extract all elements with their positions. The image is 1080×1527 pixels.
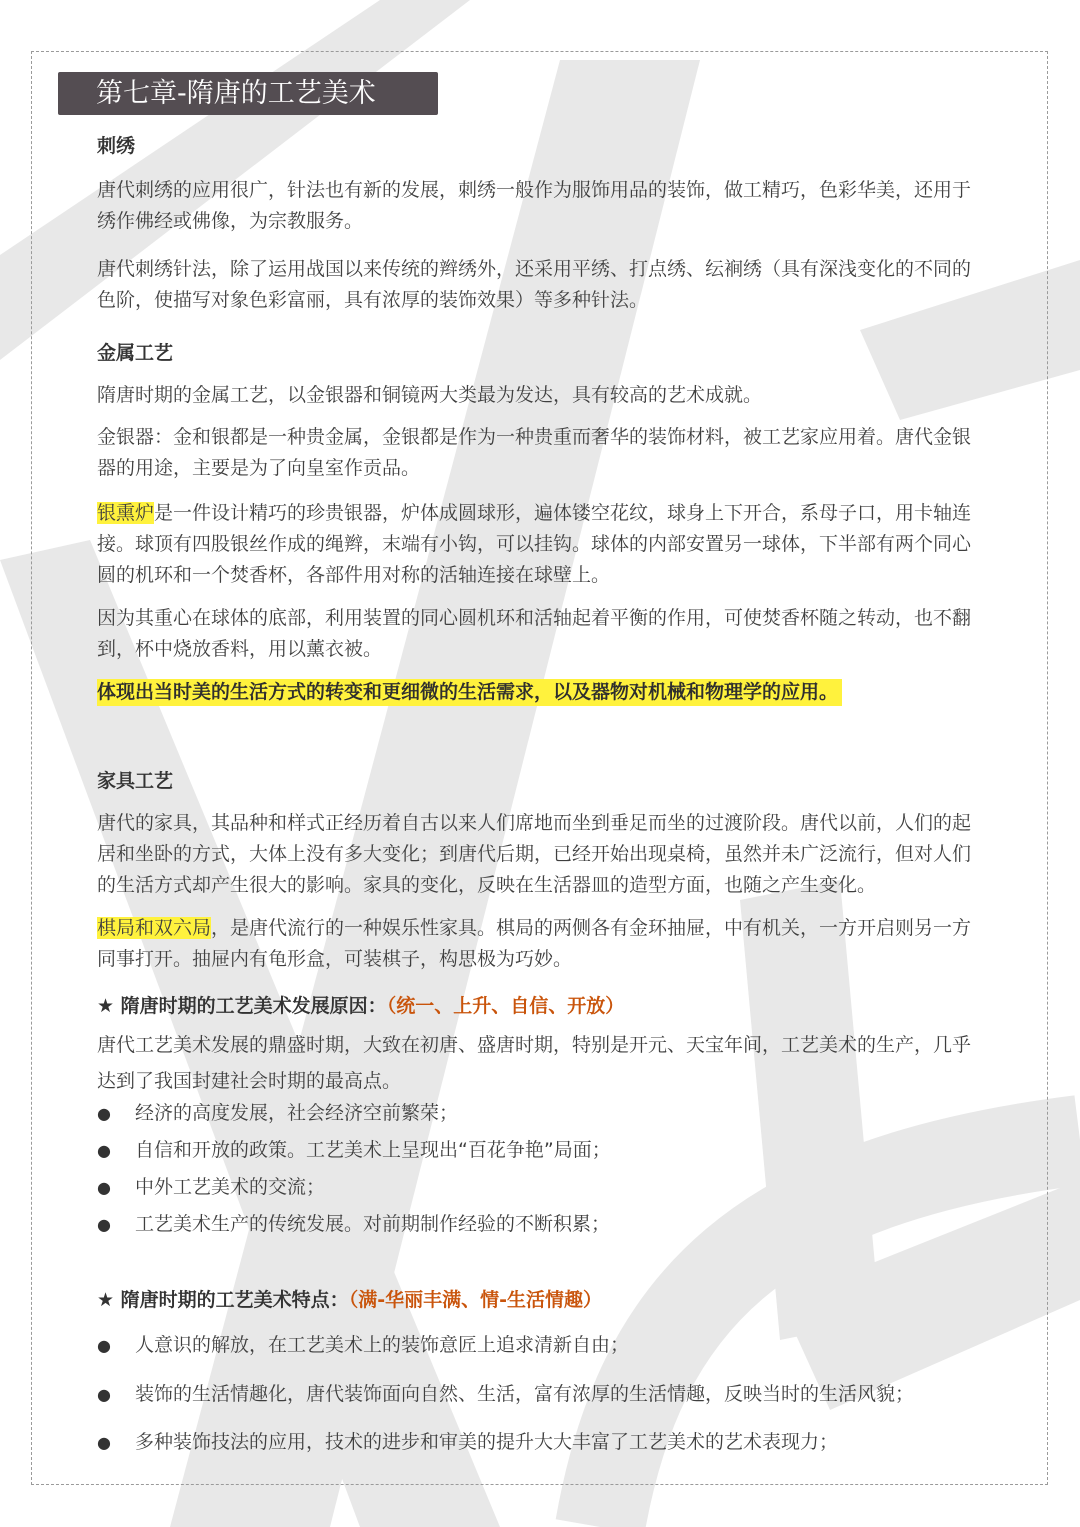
list-item-text: 装饰的生活情趣化，唐代装饰面向自然、生活，富有浓厚的生活情趣，反映当时的生活风貌； (135, 1383, 915, 1405)
paragraph: 因为其重心在球体的底部，利用装置的同心圆机环和活轴起着平衡的作用，可使焚香杯随之转动，也不翻到，杯中烧放香料，用以薰衣被。 (97, 607, 972, 660)
list-item (97, 1098, 997, 1129)
paragraph: 金银器：金和银都是一种贵金属，金银都是作为一种贵重而奢华的装饰材料，被工艺家应用着。唐代金银器的用途，主要是为了向皇室作贡品。 (97, 426, 972, 479)
paragraph: 唐代刺绣针法，除了运用战国以来传统的辫绣外，还采用平绣、打点绣、纭裥绣（具有深浅变化的不同的色阶，使描写对象色彩富丽，具有浓厚的装饰效果）等多种针法。 (97, 258, 972, 311)
heading-accent: （统一、上升、自信、开放） (386, 995, 625, 1017)
section-heading-reasons (97, 991, 624, 1018)
list-item (97, 1135, 997, 1166)
paragraph (97, 677, 985, 708)
paragraph (97, 913, 985, 975)
bullet-icon: ● (97, 1104, 111, 1123)
list-item-text: 中外工艺美术的交流； (135, 1176, 326, 1198)
heading-accent: （满-华丽丰满、情-生活情趣） (348, 1289, 602, 1311)
list-item-text: 自信和开放的政策。工艺美术上呈现出“百花争艳”局面； (135, 1139, 611, 1161)
star-icon: ★ (97, 1289, 115, 1311)
paragraph: 唐代刺绣的应用很广，针法也有新的发展，刺绣一般作为服饰用品的装饰，做工精巧，色彩华美，还用于绣作佛经或佛像，为宗教服务。 (97, 179, 972, 232)
highlighted-term: 棋局和双六局 (97, 917, 212, 939)
section-heading-features (97, 1285, 602, 1312)
list-item-text: 人意识的解放，在工艺美术上的装饰意匠上追求清新自由； (135, 1334, 630, 1356)
paragraph: 唐代的家具，其品种和样式正经历着自古以来人们席地而坐到垂足而坐的过渡阶段。唐代以前，人们的起居和坐卧的方式，大体上没有多大变化；到唐代后期，已经开始出现桌椅，虽然并未广泛流行，但对人们的生活方式却产生很大的影响。家具的变化，反映在生活器皿的造型方面，也随之产生变化。 (97, 812, 972, 896)
paragraph (97, 498, 985, 591)
bullet-icon: ● (97, 1178, 111, 1197)
list-item (97, 1209, 997, 1240)
list-item (97, 1427, 997, 1458)
bullet-icon: ● (97, 1141, 111, 1160)
heading-text: 隋唐时期的工艺美术发展原因： (120, 995, 387, 1017)
section-heading-metal: 金属工艺 (97, 342, 174, 364)
list-item (97, 1330, 997, 1361)
bullet-icon: ● (97, 1433, 111, 1452)
bullet-icon: ● (97, 1215, 111, 1234)
list-item (97, 1172, 997, 1203)
section-heading-embroidery: 刺绣 (97, 135, 136, 157)
highlighted-term: 银熏炉 (97, 502, 155, 524)
paragraph-text: 是一件设计精巧的珍贵银器，炉体成圆球形，遍体镂空花纹，球身上下开合，系母子口，用卡轴连接。球顶有四股银丝作成的绳辫，末端有小钩，可以挂钩。球体的内部安置另一球体，下半部有两个同心圆的机环和一个焚香杯，各部件用对称的活轴连接在球壁上。 (97, 502, 972, 586)
paragraph: 隋唐时期的金属工艺，以金银器和铜镜两大类最为发达，具有较高的艺术成就。 (97, 384, 763, 406)
list-item-text: 多种装饰技法的应用，技术的进步和审美的提升大大丰富了工艺美术的艺术表现力； (135, 1431, 839, 1453)
heading-text: 隋唐时期的工艺美术特点： (120, 1289, 349, 1311)
chapter-title: 第七章-隋唐的工艺美术 (58, 72, 438, 115)
paragraph: 唐代工艺美术发展的鼎盛时期，大致在初唐、盛唐时期，特别是开元、天宝年间，工艺美术的生产，几乎达到了我国封建社会时期的最高点。 (97, 1034, 972, 1092)
paragraph-text: ，是唐代流行的一种娱乐性家具。棋局的两侧各有金环抽屉，中有机关，一方开启则另一方同事打开。抽屉内有龟形盒，可装棋子，构思极为巧妙。 (97, 917, 972, 970)
list-item-text: 经济的高度发展，社会经济空前繁荣； (135, 1102, 459, 1124)
list-item-text: 工艺美术生产的传统发展。对前期制作经验的不断积累； (135, 1213, 611, 1235)
highlighted-conclusion: 体现出当时美的生活方式的转变和更细微的生活需求，以及器物对机械和物理学的应用。 (97, 679, 842, 706)
list-item (97, 1379, 997, 1410)
bullet-icon: ● (97, 1385, 111, 1404)
section-heading-furniture: 家具工艺 (97, 770, 174, 792)
star-icon: ★ (97, 995, 115, 1017)
bullet-icon: ● (97, 1336, 111, 1355)
